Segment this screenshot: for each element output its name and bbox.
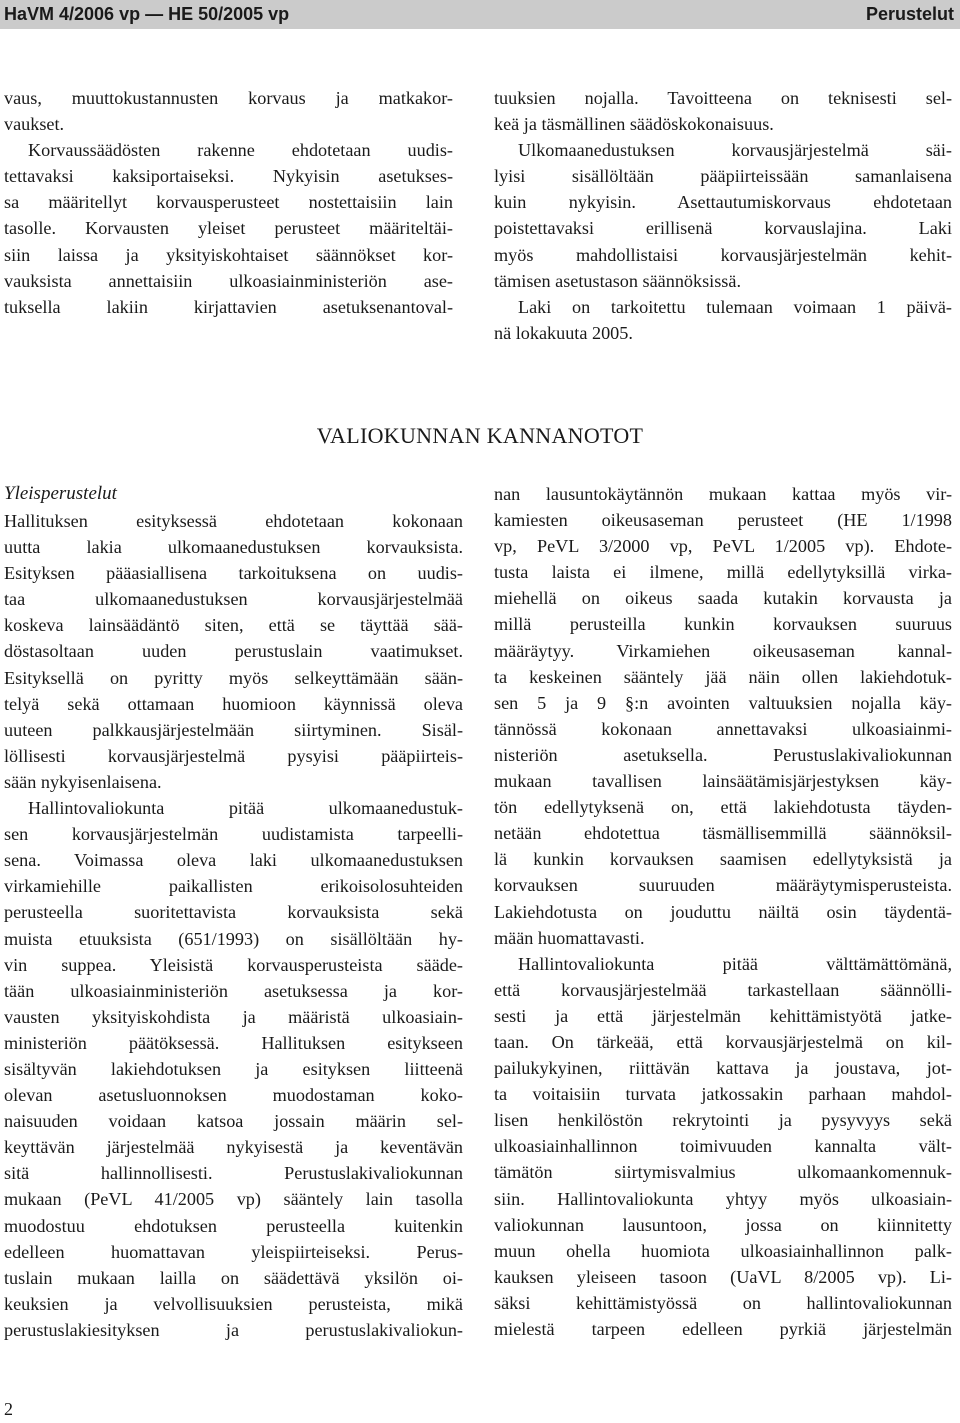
text-line: döstasoltaan uuden perustuslain vaatimukset. xyxy=(4,641,463,662)
text-line: taan. On tärkeää, että korvausjärjestelmä on kil- xyxy=(494,1031,952,1052)
text-line: tuuksien nojalla. Tavoitteena on teknisesti sel- xyxy=(494,88,952,108)
text-line: vaukset. xyxy=(4,114,65,135)
text-line: keä ja täsmällinen säädöskokonaisuus. xyxy=(494,114,774,135)
text-line: lisen henkilöstön rekrytointi ja pysyvyys sekä xyxy=(494,1110,952,1131)
text-line: Ulkomaanedustuksen korvausjärjestelmä säi- xyxy=(518,140,952,161)
text-line: keuksien ja velvollisuuksien perusteista, mikä xyxy=(4,1293,463,1314)
text-line: mukaan (PeVL 41/2005 vp) sääntely lain tasolla xyxy=(4,1189,463,1210)
section-label: Perustelut xyxy=(865,4,954,24)
text-line: Esityksen pääasiallisena tarkoituksena on uudis- xyxy=(4,563,463,584)
document-reference: HaVM 4/2006 vp — HE 50/2005 vp xyxy=(4,4,290,24)
section-title: VALIOKUNNAN KANNANOTOT xyxy=(316,423,644,448)
text-line: sen korvausjärjestelmän uudistamista tarpeelli- xyxy=(4,824,463,845)
text-line: ta voitaisiin turvata jatkossakin parhaan mahdol- xyxy=(494,1084,952,1105)
text-line: Korvaussäädösten rakenne ehdotetaan uudis- xyxy=(28,140,453,161)
text-line: vp, PeVL 3/2000 vp, PeVL 1/2005 vp). Ehdote- xyxy=(494,536,952,557)
running-header xyxy=(0,0,960,29)
text-line: tämisen asetustason säännöksissä. xyxy=(494,270,742,291)
text-line: mään huomattavasti. xyxy=(494,927,645,948)
top-left-column xyxy=(4,85,453,320)
text-line: koskeva lainsäädäntö siten, että se täyttää sää- xyxy=(4,615,463,636)
text-line: Lakiehdotusta on jouduttu näiltä osin täydentä- xyxy=(494,901,952,922)
text-line: nisteriön asetuksella. Perustuslakivaliokunnan xyxy=(494,744,952,765)
text-line: lyisi sisällöltään pääpiirteissään samanlaisena xyxy=(494,166,952,187)
text-line: tettavaksi kaksiportaiseksi. Nykyisin asetukses- xyxy=(4,166,453,187)
text-line: keyttävän järjestelmää nykyisestä ja keventävän xyxy=(4,1137,463,1158)
text-line: vin suppea. Yleisistä korvausperusteista sääde- xyxy=(4,954,463,975)
text-line: miehellä on oikeus saada kutakin korvausta ja xyxy=(494,588,952,609)
text-line: ministeriön päätöksessä. Hallituksen esitykseen xyxy=(4,1032,463,1053)
page-number: 2 xyxy=(4,1399,13,1419)
text-line: Hallituksen esityksessä ehdotetaan kokonaan xyxy=(4,511,463,531)
text-line: telyä sekä ottamaan huomioon käynnissä oleva xyxy=(4,693,463,714)
text-line: perusteella suoritettavista korvauksista sekä xyxy=(4,902,463,923)
text-line: sitä hallinnollisesti. Perustuslakivaliokunnan xyxy=(4,1163,463,1184)
text-line: valiokunnan lausuntoon, jossa on kiinnitetty xyxy=(494,1214,952,1235)
text-line: ulkoasiainhallinnon toimivuuden kannalta vält- xyxy=(494,1136,952,1157)
text-line: tään ulkoasiainministeriön asetuksessa ja kor- xyxy=(4,980,463,1001)
text-line: tännössä kokonaan annettavaksi ulkoasiainmi- xyxy=(494,718,952,739)
text-line: muista etuuksista (651/1993) on sisällöltään hy- xyxy=(4,928,463,949)
text-line: Hallintovaliokunta pitää ulkomaanedustuk- xyxy=(28,798,463,819)
text-line: tön edellytyksenä on, että lakiehdotusta täyden- xyxy=(494,797,952,818)
text-line: taa ulkomaanedustuksen korvausjärjestelmää xyxy=(4,589,463,610)
text-line: korvauksen suuruuden määräytymisperusteista. xyxy=(494,875,952,896)
text-line: sisältyvän lakiehdotuksen ja esityksen liitteenä xyxy=(4,1058,463,1079)
text-line: uutta lakia ulkomaanedustuksen korvauksista. xyxy=(4,537,463,558)
text-line: virkamiehille paikallisten erikoisolosuhteiden xyxy=(4,876,463,897)
left-column-body xyxy=(4,508,463,1343)
text-line: tasolle. Korvausten yleiset perusteet määriteltäi- xyxy=(4,218,453,239)
text-line: vaus, muuttokustannusten korvaus ja matkakor- xyxy=(4,88,453,108)
text-line: tämätön siirtymisvalmius ulkomaankomennuk- xyxy=(494,1162,952,1183)
text-line: lä kunkin korvauksen saamisen edellytyksistä ja xyxy=(494,849,952,870)
text-line: edelleen huomattavan yleispiirteiseksi. Perus- xyxy=(4,1241,463,1262)
text-line: poistettavaksi erillisenä korvauslajina. Laki xyxy=(494,218,952,239)
text-line: sen 5 ja 9 §:n avointen valtuuksien nojalla käy- xyxy=(494,692,952,713)
text-line: kauksen yleiseen tasoon (UaVL 8/2005 vp). Li- xyxy=(494,1266,952,1287)
text-line: Esityksellä on pyritty myös selkeyttämään sään- xyxy=(4,667,463,688)
text-line: vauksista annettaisiin ulkoasiainministeriön ase- xyxy=(4,270,453,291)
text-line: pailukykyinen, riittävän kattava ja joustava, jot- xyxy=(494,1058,952,1079)
text-line: millä perusteilla kunkin korvauksen suuruus xyxy=(494,614,952,635)
text-line: tusta laista ei ilmene, millä edellytyksillä virka- xyxy=(494,562,952,583)
text-line: löllisesti korvausjärjestelmä pysyisi pääpiirteis- xyxy=(4,745,463,766)
subheading: Yleisperustelut xyxy=(4,483,117,504)
text-line: mukaan tavallisen lainsäätämisjärjestyksen käy- xyxy=(494,771,952,792)
text-line: sesti ja että järjestelmän kehittämistyötä jatke- xyxy=(494,1005,952,1026)
text-line: kuin nykyisin. Asettautumiskorvaus ehdotetaan xyxy=(494,192,952,213)
text-line: vausten yksityiskohdista ja määristä ulkoasiain- xyxy=(4,1006,463,1027)
text-line: säksi kehittämistyössä on hallintovaliokunnan xyxy=(494,1292,952,1313)
text-line: ta keskeinen sääntely jää näin ollen lakiehdotuk- xyxy=(494,666,952,687)
text-line: nä lokakuuta 2005. xyxy=(494,322,633,343)
text-line: että korvausjärjestelmää tarkastellaan säännölli- xyxy=(494,979,952,1000)
text-line: sään nykyisenlaisena. xyxy=(4,771,162,792)
text-line: uuteen palkkausjärjestelmään siirtyminen. Sisäl- xyxy=(4,719,463,740)
text-line: siin. Hallintovaliokunta yhtyy myös ulkoasiain- xyxy=(494,1188,952,1209)
text-line: määräytyy. Virkamiehen oikeusaseman kannal- xyxy=(494,640,952,661)
text-line: nan lausuntokäytännön mukaan kattaa myös vir- xyxy=(494,484,952,504)
text-line: perustuslakiesityksen ja perustuslakivaliokun- xyxy=(4,1319,463,1340)
text-line: naisuuden voidaan katsoa jossain määrin sel- xyxy=(4,1111,463,1132)
text-line: olevan asetusluonnoksen muodostaman koko- xyxy=(4,1085,463,1106)
right-column xyxy=(494,481,952,1342)
top-right-column xyxy=(494,85,952,346)
left-column xyxy=(4,481,463,1343)
text-line: kamiesten oikeusaseman perusteet (HE 1/1998 xyxy=(494,510,952,531)
text-line: muodostuu ehdotuksen perusteella kuitenkin xyxy=(4,1215,463,1236)
text-line: tuksella lakiin kirjattavien asetuksenantoval- xyxy=(4,296,453,317)
text-line: muun ohella huomiota ulkoasiainhallinnon palk- xyxy=(494,1240,952,1261)
text-line: tuslain mukaan lailla on säädettävä yksilön oi- xyxy=(4,1267,463,1288)
text-line: sena. Voimassa oleva laki ulkomaanedustuksen xyxy=(4,850,463,871)
text-line: siin laissa ja yksityiskohtaiset säännökset kor- xyxy=(4,244,453,265)
text-line: netään ehdotettua täsmällisemmillä säännöksil- xyxy=(494,823,952,844)
text-line: Hallintovaliokunta pitää välttämättömänä, xyxy=(518,953,952,974)
text-line: myös mahdollistaisi korvausjärjestelmän kehit- xyxy=(494,244,952,265)
text-line: sa määritellyt korvausperusteet nostettaisiin lain xyxy=(4,192,453,213)
text-line: mielestä tarpeen edelleen pyrkiä järjestelmän xyxy=(494,1319,952,1339)
text-line: Laki on tarkoitettu tulemaan voimaan 1 päivä- xyxy=(518,296,952,317)
